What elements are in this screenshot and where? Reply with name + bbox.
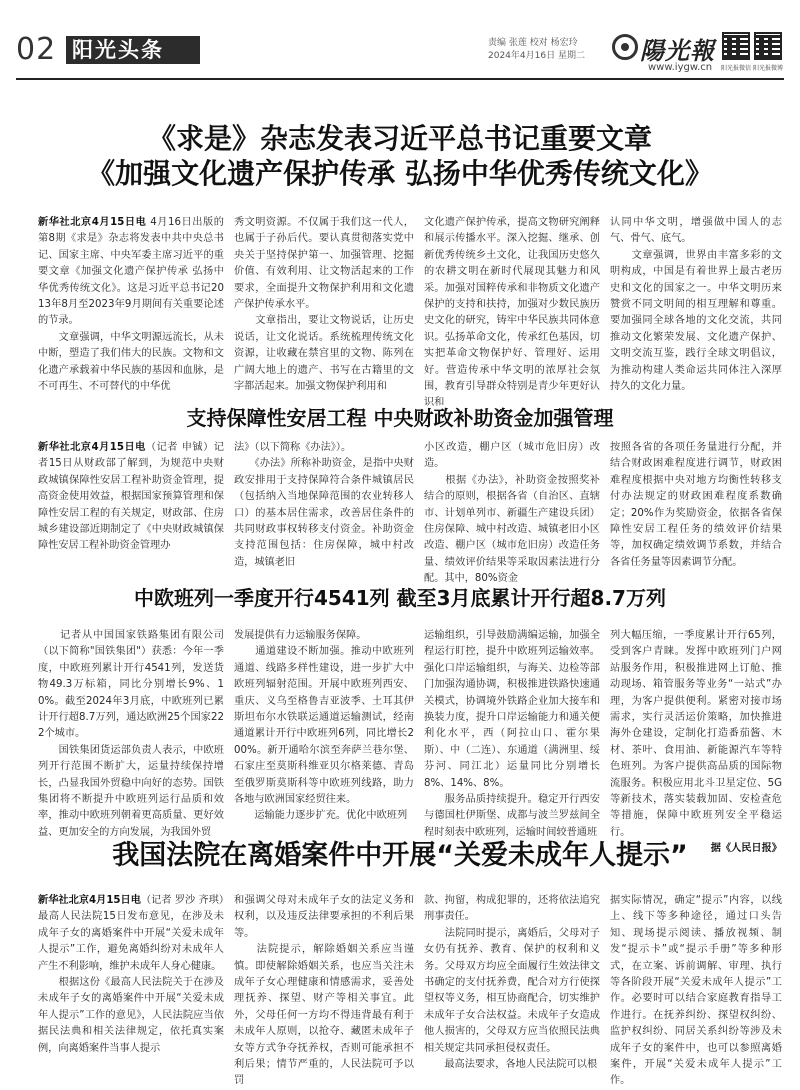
article-column: 和强调父母对未成年子女的法定义务和权利，以及违反法律要承担的不利后果等。 法院提示，解除婚姻关系应当谨慎。即使解除婚姻关系，也应当关注未成年子女心理健康和情感需求，妥善处理抚养、探望、财产等相关事宜。此外，父母任何一方均不得违背最有利于未成年人原则，以抢夺、藏匿未成年子女等方式争夺抚养权，否则可能承担不利后果；情节严重的，人民法院可予以罚 [234, 895, 414, 1087]
article-column: 文化遗产保护传承，提高文物研究阐释和展示传播水平。深入挖掘、继承、创新优秀传统乡土文化，让我国历史悠久的农耕文明在新时代展现其魅力和风采。加强对国粹传承和非物质文化遗产保护的支持和扶持，加强对少数民族历史文化的研究，铸牢中华民族共同体意识。弘扬革命文化，传承红色基因，切实把革命文物保护好、管理好、运用好。营造传承中华文明的浓厚社会氛围，教育引导群众特别是青少年更好认识和 [424, 217, 600, 409]
article-column: 据实际情况，确定“提示”内容，以线上、线下等多种途径，通过口头告知、现场提示阅读、播放视频、制发“提示卡”或“提示手册”等多种形式，在立案、诉前调解、审理、执行等各阶段开展“关爱未成年人提示”工作。必要时可以结合家庭教育指导工作进行。在抚养纠纷、探望权纠纷、监护权纠纷、同居关系纠纷等涉及未成年子女的案件中，也可以参照离婚案件，开展“关爱未成年人提示”工作。 [610, 895, 782, 1087]
article-headline: 《求是》杂志发表习近平总书记重要文章 [147, 122, 652, 155]
article-column: 按照各省的各项任务量进行分配，并结合财政困难程度进行调节，财政困难程度根据中央对地方均衡性转移支付办法规定的财政困难程度系数确定；20%作为奖励资金，依据各省保障性安居工程任务的绩效评价结果等，加权确定绩效调节系数，并结合各省任务量等因素调节分配。 [610, 442, 782, 568]
article-column: 新华社北京4月15日电 4月16日出版的第8期《求是》杂志将发表中共中央总书记、国家主席、中央军委主席习近平的重要文章《加强文化遗产保护传承 弘扬中华优秀传统文化》。这是习近平总书记2013年8月至2023年9月期间有关重要论述的节录。 文章强调，中华文明源远流长，从未中断，塑造了我们伟大的民族。文物和文化遗产承载着中华民族的基因和血脉，是不可再生、不可替代的中华优 [38, 217, 224, 393]
article-headline: 支持保障性安居工程 中央财政补助资金加强管理 [186, 406, 614, 430]
qr-label: 阳光报微博 [752, 65, 783, 72]
article-column: 运输组织，引导鼓励满编运输，加强全程运行盯控，提升中欧班列运输效率。强化口岸运输组织，与海关、边检等部门加强沟通协调，积极推进铁路快速通关模式，协调境外铁路企业加大接车和换装力度，提升口岸运输能力和通关便利化水平，西（阿拉山口、霍尔果斯）、中（二连）、东通道（满洲里、绥芬河、同江北）运量同比分别增长8%、14%、8%。 服务品质持续提升。稳定开行西安与德国杜伊斯堡、成都与波兰罗兹间全程时刻表中欧班列，运输时间较普通班 [424, 630, 600, 838]
article-source: 据《人民日报》 [710, 843, 782, 855]
article-column: 新华社北京4月15日电（记者 申铖）记者15日从财政部了解到，为规范中央财政城镇保障性安居工程补助资金管理，提高资金使用效益，根据国家预算管理和保障性安居工程的有关规定，财政部、住房城乡建设部近期制定了《中央财政城镇保障性安居工程补助资金管理办 [38, 442, 224, 552]
header-divider [16, 78, 784, 80]
newspaper-logo: 陽光報 [640, 36, 715, 65]
article-column: 款、拘留，构成犯罪的，还将依法追究刑事责任。 法院同时提示，离婚后，父母对子女仍有抚养、教育、保护的权利和义务。父母双方均应全面履行生效法律文书确定的支付抚养费，配合对方行使探望权等义务，相互协商配合，切实维护未成年子女合法权益。未成年子女造成他人损害的，父母双方应当依照民法典相关规定共同承担侵权责任。 最高法要求，各地人民法院可以根 [424, 895, 600, 1071]
article-headline: 《加强文化遗产保护传承 弘扬中华优秀传统文化》 [87, 157, 713, 190]
section-title: 阳光头条 [66, 36, 200, 64]
article-column: 发展提供有力运输服务保障。 通道建设不断加强。推动中欧班列通道、线路多样性建设，进一步扩大中欧班列辐射范围。开展中欧班列西安、重庆、义乌至格鲁吉亚波季、土耳其伊斯坦布尔水铁联运通道运输测试，经南通道累计开行中欧班列6列，同比增长200%。新开通哈尔滨至奔萨兰巷尔堡、石家庄至莫斯科维亚贝尔格莱德、青岛至俄罗斯莫斯科等中欧班列线路，助力各地与欧洲国家经贸往来。 运输能力逐步扩充。优化中欧班列 [234, 630, 414, 822]
weibo-qr-icon [754, 32, 782, 60]
article-column: 记者从中国国家铁路集团有限公司（以下简称"国铁集团"）获悉：今年一季度，中欧班列累计开行4541列，发送货物49.3万标箱，同比分别增长9%、10%。截至2024年3月底，中欧班列已累计开行超8.7万列，通达欧洲25个国家222个城市。 国铁集团货运部负责人表示，中欧班列开行范围不断扩大，运量持续保持增长，凸显我国外贸稳中向好的态势。国铁集团将不断提升中欧班列运行品质和效率，推动中欧班列朝着更高质量、更好效益、更加安全的方向发展，为我国外贸 [38, 630, 224, 838]
article-headline: 中欧班列一季度开行4541列 截至3月底累计开行超8.7万列 [134, 586, 666, 610]
article-column: 小区改造，棚户区（城市危旧房）改造。 根据《办法》，补助资金按照奖补结合的原则，根据各省（自治区、直辖市、计划单列市、新疆生产建设兵团）住房保障、城中村改造、城镇老旧小区改造、棚户区（城市危旧房）改造任务量、绩效评价结果等采取因素法进行分配。其中，80%资金 [424, 442, 600, 585]
article-column: 认同中华文明，增强做中国人的志气、骨气、底气。 文章强调，世界由丰富多彩的文明构成，中国是有着世界上最古老历史和文化的国家之一。中华文明历来赞赏不同文明间的相互理解和尊重。要加强同全球各地的文化交流，共同推动文化繁荣发展、文化遗产保护、文明交流互鉴，践行全球文明倡议，为推动构建人类命运共同体注入深厚持久的文化力量。 [610, 217, 782, 393]
site-url: www.iygw.cn [648, 62, 713, 73]
credits [488, 37, 606, 63]
editor-credit: 责编 张莲 校对 杨宏玲 [488, 38, 578, 48]
article-column: 法》（以下简称《办法》）。 《办法》所称补助资金，是指中央财政安排用于支持保障符合条件城镇居民（包括纳入当地保障范围的农业转移人口）的基本居住需求，改善居住条件的共同财政事权转移支付资金。补助资金支持范围包括：住房保障，城中村改造，城镇老旧 [234, 442, 414, 568]
qr-label: 阳光报微信 [720, 65, 751, 72]
article-column: 列大幅压缩，一季度累计开行65列，受到客户青睐。发挥中欧班列门户网站服务作用，积极推进网上订舱、推动现场、箱管服务等业务“一站式”办理，为客户提供便利。紧密对接市场需求，实行灵活运价策略，加快推进海外仓建设，定制化打造番茄酱、木材、茶叶、食用油、新能源汽车等特色班列。为客户提供高品质的国际物流服务。积极应用北斗卫星定位、5G等新技术，落实装载加固、安检查危等措施，保障中欧班列安全平稳运行。 据《人民日报》 [610, 628, 782, 812]
newspaper-logo-icon [612, 34, 638, 60]
publish-date: 2024年4月16日 星期二 [488, 51, 585, 61]
article-headline: 我国法院在离婚案件中开展“关爱未成年人提示” [112, 840, 688, 871]
article-column: 新华社北京4月15日电（记者 罗沙 齐琪）最高人民法院15日发布意见，在涉及未成年子女的离婚案件中开展“关爱未成年人提示”工作，避免离婚纠纷对未成年人产生不利影响，维护未成年人身心健康。 根据这份《最高人民法院关于在涉及未成年子女的离婚案件中开展“关爱未成年人提示”工作的意见》，人民法院应当依据民法典和相关法律规定，依托真实案例，向离婚案件当事人提示 [38, 895, 224, 1054]
article-column: 秀文明资源。不仅属于我们这一代人，也属于子孙后代。要认真贯彻落实党中央关于坚持保护第一、加强管理、挖掘价值、有效利用、让文物活起来的工作要求，全面提升文物保护利用和文化遗产保护传承水平。 文章指出，要让文物说话，让历史说话，让文化说话。系统梳理传统文化资源，让收藏在禁宫里的文物、陈列在广阔大地上的遗产、书写在古籍里的文字都活起来。加强文物保护利用和 [234, 217, 414, 393]
page-number: 02 [16, 32, 57, 67]
wechat-qr-icon [722, 32, 750, 60]
